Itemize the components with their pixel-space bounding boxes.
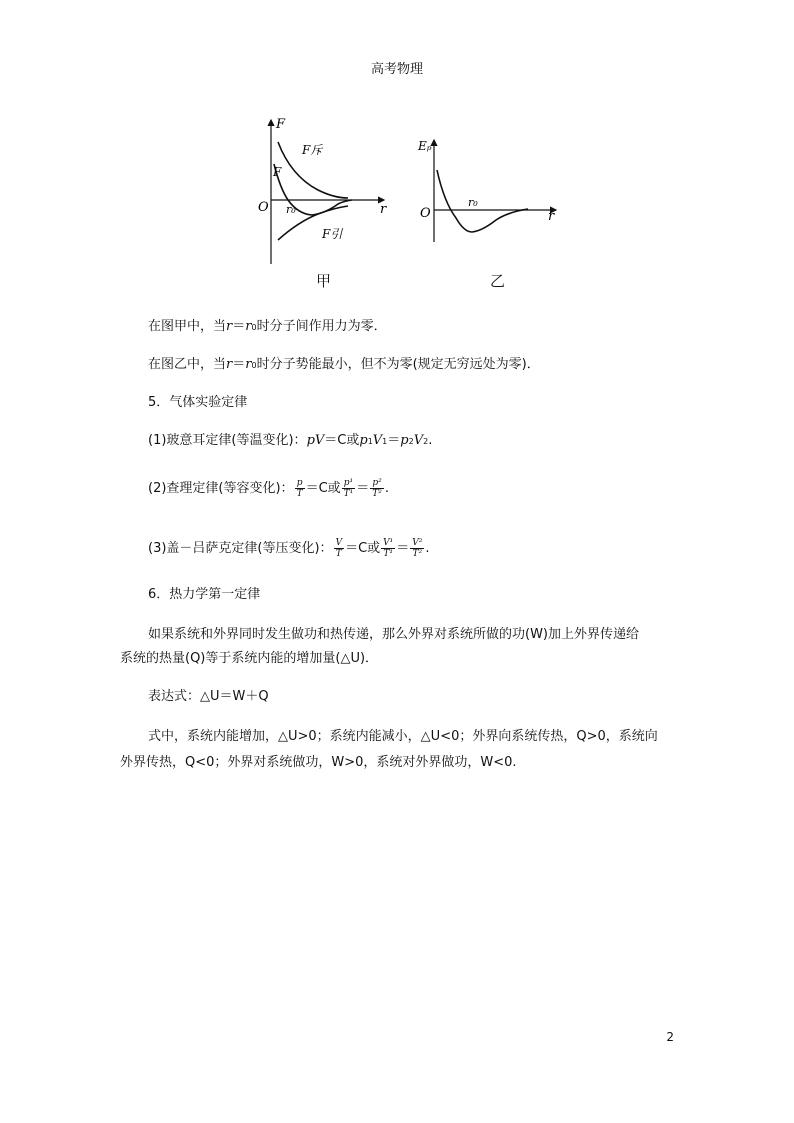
r0-label-2: r₀ <box>468 196 478 209</box>
attractive-label: F引 <box>322 227 343 241</box>
paragraph-fig-jia: 在图甲中，当r＝r0时分子间作用力为零． <box>148 319 387 334</box>
sign-convention-line-2: 外界传热，Q<0；外界对系统做功，W>0，系统对外界做功，W<0. <box>120 755 517 770</box>
fraction: $\frac{V}{T}$ <box>335 538 343 559</box>
boyle-law: (1)玻意耳定律(等温变化)：pV＝C或p1V1＝p2V2. <box>148 433 433 448</box>
expression: 表达式：△U＝W＋Q <box>148 689 269 704</box>
fraction: $\frac{p}{T}$ <box>296 478 303 499</box>
first-law-line-1: 如果系统和外界同时发生做功和热传递，那么外界对系统所做的功(W)加上外界传递给 <box>148 627 639 642</box>
r-axis-label-2: r <box>548 209 555 224</box>
figure-caption-jia: 甲 <box>316 272 332 290</box>
repulsive-label: F斥 <box>302 143 323 157</box>
sign-convention-line-1: 式中，系统内能增加，△U>0；系统内能减小，△U<0；外界向系统传热，Q>0，系统向 <box>148 729 658 744</box>
fraction: $\frac{\text{V¹}}{\text{T¹}}$ <box>383 538 394 559</box>
page-number: 2 <box>666 1030 674 1044</box>
figure-area <box>256 114 566 298</box>
potential-graph <box>417 139 556 242</box>
ep-axis-label: Eₚ <box>418 139 432 153</box>
figure-caption-yi: 乙 <box>490 272 506 290</box>
r0-label: r₀ <box>286 203 296 216</box>
origin-label-2: O <box>420 206 431 221</box>
paragraph-fig-yi: 在图乙中，当r＝r0时分子势能最小，但不为零(规定无穷远处为零)． <box>148 357 540 372</box>
gay-lussac-law: (3)盖－吕萨克定律(等压变化)： $\frac{V}{T}$ ＝C或 $\frac{\text{V¹}}{\text{T¹}}$ ＝ $\frac{\text{V²}}{\text{T²}}$ . <box>148 538 430 559</box>
force-potential-graphs <box>256 114 566 294</box>
potential-curve <box>437 170 528 232</box>
r-axis-label: r <box>380 202 387 217</box>
fraction: $\frac{\text{V²}}{\text{T²}}$ <box>412 538 423 559</box>
first-law-line-2: 系统的热量(Q)等于系统内能的增加量(△U)． <box>120 651 379 666</box>
fraction: $\frac{\text{p¹}}{\text{T¹}}$ <box>343 478 354 499</box>
f-axis-label: F <box>276 117 286 132</box>
net-force-label: F <box>273 165 282 179</box>
page-header: 高考物理 <box>370 62 423 77</box>
section-5-heading: 5．气体实验定律 <box>148 395 248 410</box>
section-6-heading: 6．热力学第一定律 <box>148 587 261 602</box>
charles-law: (2)查理定律(等容变化)： $\frac{p}{T}$ ＝C或 $\frac{\text{p¹}}{\text{T¹}}$ ＝ $\frac{\text{p²}}{\text{T²}}$ . <box>148 478 390 499</box>
origin-label: O <box>258 200 269 215</box>
force-graph <box>258 117 387 264</box>
fraction: $\frac{\text{p²}}{\text{T²}}$ <box>372 478 382 499</box>
